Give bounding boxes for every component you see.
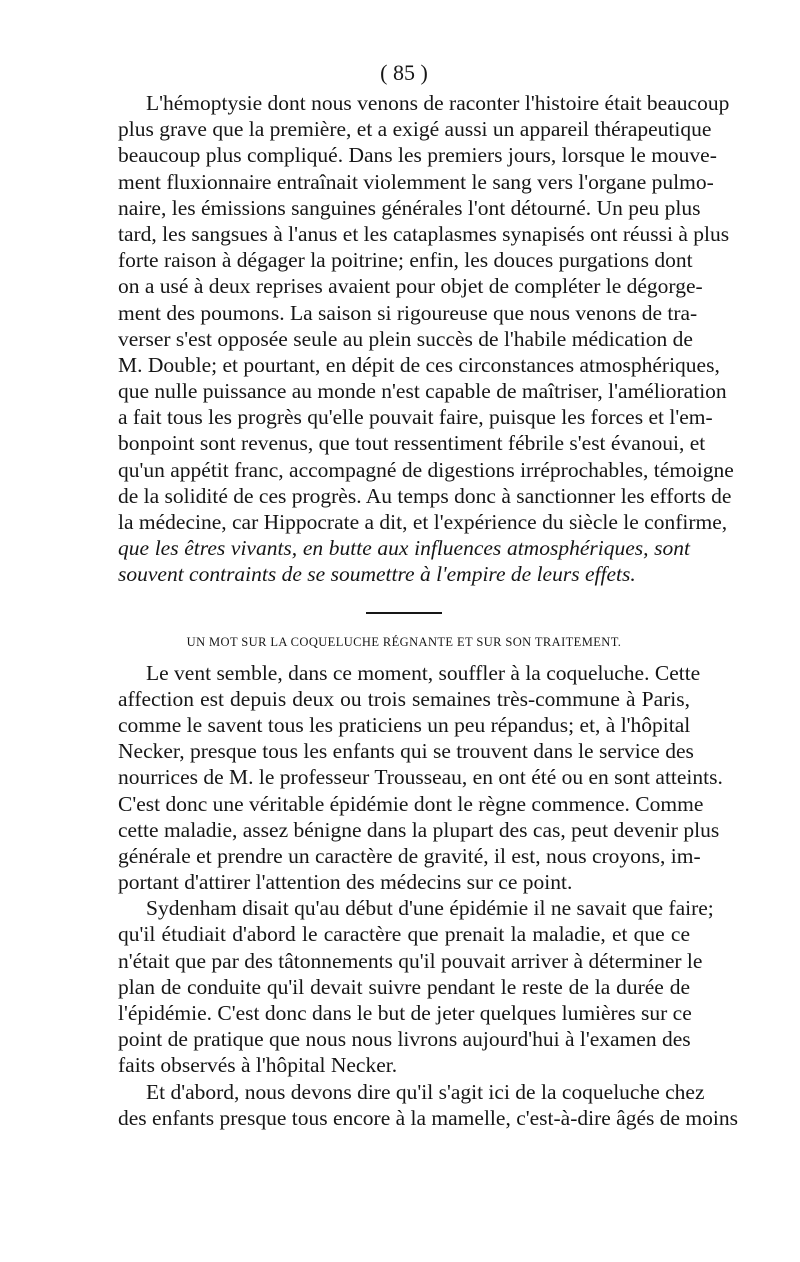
text-line: Necker, presque tous les enfants qui se trouvent dans le service des bbox=[118, 739, 694, 764]
text-line: cette maladie, assez bénigne dans la plupart des cas, peut devenir plus bbox=[118, 817, 720, 842]
text-line: la médecine, car Hippocrate a dit, et l'expérience du siècle le confirme, bbox=[118, 510, 728, 534]
quote-line: que les êtres vivants, en butte aux influences atmosphériques, sont bbox=[118, 536, 690, 561]
text-line: affection est depuis deux ou trois semaines très-commune à Paris, bbox=[118, 686, 690, 711]
text-line: verser s'est opposée seule au plein succès de l'habile médication de bbox=[118, 326, 693, 351]
text-line: on a usé à deux reprises avaient pour objet de compléter le dégorge- bbox=[118, 274, 703, 299]
text-line: beaucoup plus compliqué. Dans les premiers jours, lorsque le mouve- bbox=[118, 143, 717, 168]
text-line: point de pratique que nous nous livrons aujourd'hui à l'examen des bbox=[118, 1027, 691, 1052]
paragraph-hemoptysis bbox=[118, 90, 734, 588]
text-line: tard, les sangsues à l'anus et les cataplasmes synapisés ont réussi à plus bbox=[118, 221, 730, 246]
text-line: n'était que par des tâtonnements qu'il pouvait arriver à déterminer le bbox=[118, 948, 703, 973]
paragraph-infants bbox=[118, 1079, 738, 1131]
text-line: de la solidité de ces progrès. Au temps donc à sanctionner les efforts de bbox=[118, 483, 732, 508]
text-line: des enfants presque tous encore à la mamelle, c'est-à-dire âgés de moins bbox=[118, 1105, 738, 1130]
text-line: naire, les émissions sanguines générales l'ont détourné. Un peu plus bbox=[118, 195, 701, 220]
section-heading: UN MOT SUR LA COQUELUCHE RÉGNANTE ET SUR SON TRAITEMENT. bbox=[186, 634, 622, 649]
text-line: plus grave que la première, et a exigé aussi un appareil thérapeutique bbox=[118, 117, 712, 142]
text-line: Sydenham disait qu'au début d'une épidémie il ne savait que faire; bbox=[146, 896, 714, 921]
text-line: L'hémoptysie dont nous venons de raconter l'histoire était beaucoup bbox=[146, 91, 730, 115]
text-line: a fait tous les progrès qu'elle pouvait faire, puisque les forces et l'em- bbox=[118, 405, 713, 430]
text-line: l'épidémie. C'est donc dans le but de jeter quelques lumières sur ce bbox=[118, 1001, 692, 1025]
text-line: ment des poumons. La saison si rigoureuse que nous venons de tra- bbox=[118, 300, 698, 325]
text-line: M. Double; et pourtant, en dépit de ces circonstances atmosphériques, bbox=[118, 352, 720, 377]
text-line: faits observés à l'hôpital Necker. bbox=[118, 1053, 398, 1078]
section-divider bbox=[118, 592, 690, 620]
text-line: C'est donc une véritable épidémie dont le règne commence. Comme bbox=[118, 791, 704, 816]
text-line: bonpoint sont revenus, que tout ressentiment fébrile s'est évanoui, et bbox=[118, 431, 706, 456]
paragraph-sydenham bbox=[118, 895, 714, 1078]
text-line: plan de conduite qu'il devait suivre pendant le reste de la durée de bbox=[118, 974, 690, 999]
text-line: portant d'attirer l'attention des médecins sur ce point. bbox=[118, 870, 573, 895]
text-line: comme le savent tous les praticiens un peu répandus; et, à l'hôpital bbox=[118, 712, 691, 737]
text-line: qu'un appétit franc, accompagné de digestions irréprochables, témoigne bbox=[118, 457, 734, 482]
book-page bbox=[118, 58, 738, 1131]
text-line: ment fluxionnaire entraînait violemment le sang vers l'organe pulmo- bbox=[118, 169, 714, 194]
paragraph-whooping-cough bbox=[118, 660, 723, 896]
quote-line: souvent contraints de se soumettre à l'empire de leurs effets. bbox=[118, 562, 636, 587]
text-line: que nulle puissance au monde n'est capable de maîtriser, l'amélioration bbox=[118, 379, 727, 404]
text-line: forte raison à dégager la poitrine; enfin, les douces purgations dont bbox=[118, 248, 693, 273]
text-line: nourrices de M. le professeur Trousseau, en ont été ou en sont atteints. bbox=[118, 765, 723, 790]
page-number: ( 85 ) bbox=[380, 60, 428, 85]
text-line: générale et prendre un caractère de gravité, il est, nous croyons, im- bbox=[118, 843, 701, 868]
text-line: Et d'abord, nous devons dire qu'il s'agit ici de la coqueluche chez bbox=[146, 1079, 705, 1104]
divider-rule bbox=[366, 612, 442, 614]
text-line: Le vent semble, dans ce moment, souffler à la coqueluche. Cette bbox=[146, 660, 701, 685]
text-line: qu'il étudiait d'abord le caractère que prenait la maladie, et que ce bbox=[118, 922, 690, 947]
